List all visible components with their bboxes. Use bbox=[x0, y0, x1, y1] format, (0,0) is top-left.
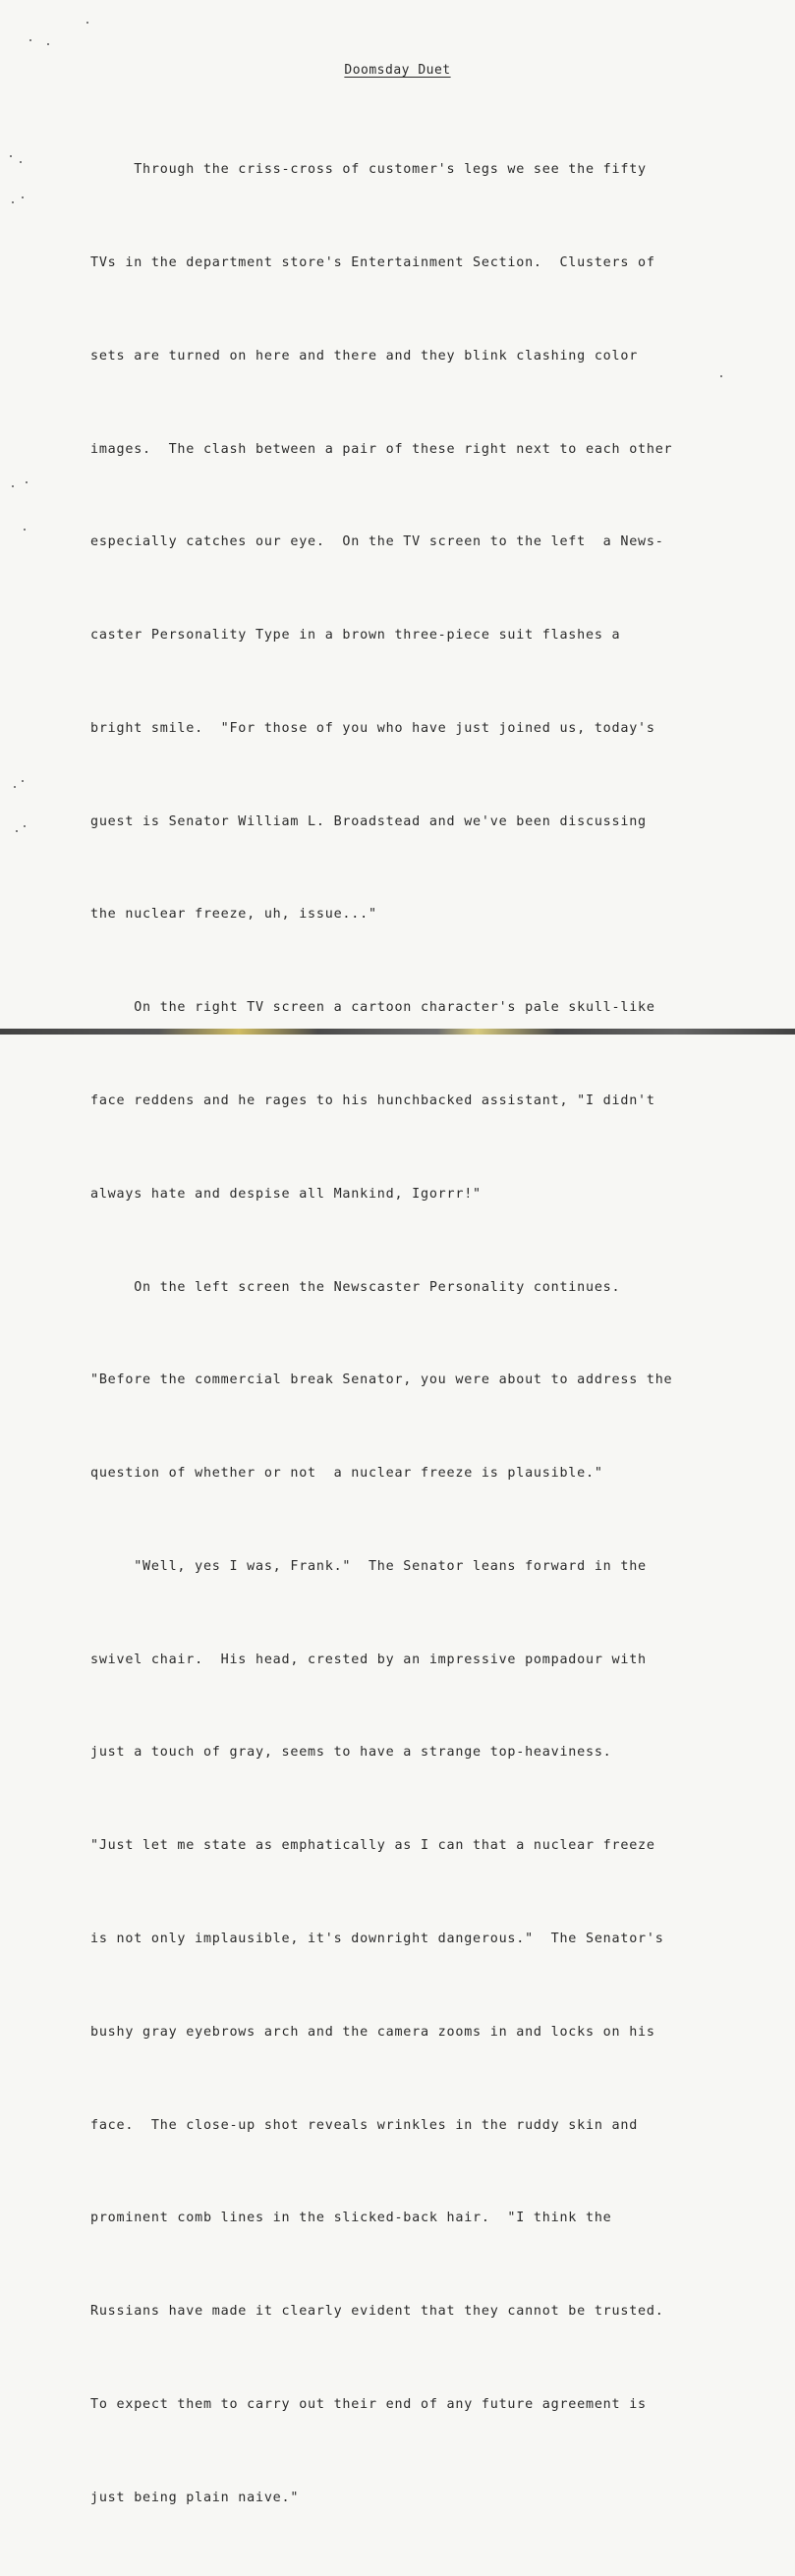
text-line: bushy gray eyebrows arch and the camera zooms in and locks on his bbox=[90, 2024, 655, 2040]
scan-speck bbox=[10, 155, 12, 157]
text-line: prominent comb lines in the slicked-back hair. "I think the bbox=[90, 2211, 612, 2226]
scan-speck bbox=[22, 196, 24, 198]
scan-speck bbox=[16, 830, 18, 832]
text-line: caster Personality Type in a brown three-piece suit flashes a bbox=[90, 628, 621, 644]
text-line: face reddens and he rages to his hunchbacked assistant, "I didn't bbox=[90, 1093, 655, 1108]
scan-speck bbox=[22, 780, 24, 782]
text-line: sets are turned on here and there and they blink clashing color bbox=[90, 348, 639, 364]
scan-edge-strip bbox=[0, 1029, 795, 1035]
text-line: images. The clash between a pair of these right next to each other bbox=[90, 441, 673, 457]
scan-speck bbox=[24, 825, 26, 827]
text-line: just a touch of gray, seems to have a strange top-heaviness. bbox=[90, 1745, 612, 1761]
scan-speck bbox=[12, 485, 14, 487]
text-line: "Before the commercial break Senator, you were about to address the bbox=[90, 1372, 673, 1388]
text-line: especially catches our eye. On the TV screen to the left a News- bbox=[90, 534, 664, 550]
text-line: "Well, yes I was, Frank." The Senator leans forward in the bbox=[90, 1558, 647, 1574]
text-line: On the right TV screen a cartoon character's pale skull-like bbox=[90, 1000, 655, 1016]
document-title: Doomsday Duet bbox=[344, 63, 451, 78]
scan-speck bbox=[12, 201, 14, 203]
scan-speck bbox=[26, 481, 28, 483]
text-line: To expect them to carry out their end of any future agreement is bbox=[90, 2396, 647, 2412]
text-line: Through the criss-cross of customer's legs we see the fifty bbox=[90, 162, 647, 178]
text-line: TVs in the department store's Entertainment Section. Clusters of bbox=[90, 254, 655, 270]
text-line: On the left screen the Newscaster Personality continues. bbox=[90, 1279, 621, 1295]
scan-speck bbox=[47, 43, 49, 45]
scan-speck bbox=[20, 161, 22, 163]
document-body bbox=[90, 92, 739, 2576]
text-line: Russians have made it clearly evident that they cannot be trusted. bbox=[90, 2304, 664, 2320]
text-line: swivel chair. His head, crested by an impressive pompadour with bbox=[90, 1652, 647, 1667]
scan-speck bbox=[29, 39, 31, 41]
scan-speck bbox=[86, 22, 88, 24]
scan-speck bbox=[24, 529, 26, 531]
scan-speck bbox=[720, 375, 722, 377]
text-line: bright smile. "For those of you who have just joined us, today's bbox=[90, 720, 655, 736]
text-line: just being plain naive." bbox=[90, 2490, 300, 2505]
text-line: face. The close-up shot reveals wrinkles in the ruddy skin and bbox=[90, 2117, 639, 2133]
scan-speck bbox=[14, 786, 16, 788]
text-line: is not only implausible, it's downright dangerous." The Senator's bbox=[90, 1932, 664, 1947]
text-line: always hate and despise all Mankind, Igorrr!" bbox=[90, 1186, 482, 1202]
text-line: guest is Senator William L. Broadstead and we've been discussing bbox=[90, 813, 647, 829]
text-line: question of whether or not a nuclear freeze is plausible." bbox=[90, 1466, 603, 1482]
text-line: the nuclear freeze, uh, issue..." bbox=[90, 907, 377, 923]
text-line: "Just let me state as emphatically as I can that a nuclear freeze bbox=[90, 1838, 655, 1854]
